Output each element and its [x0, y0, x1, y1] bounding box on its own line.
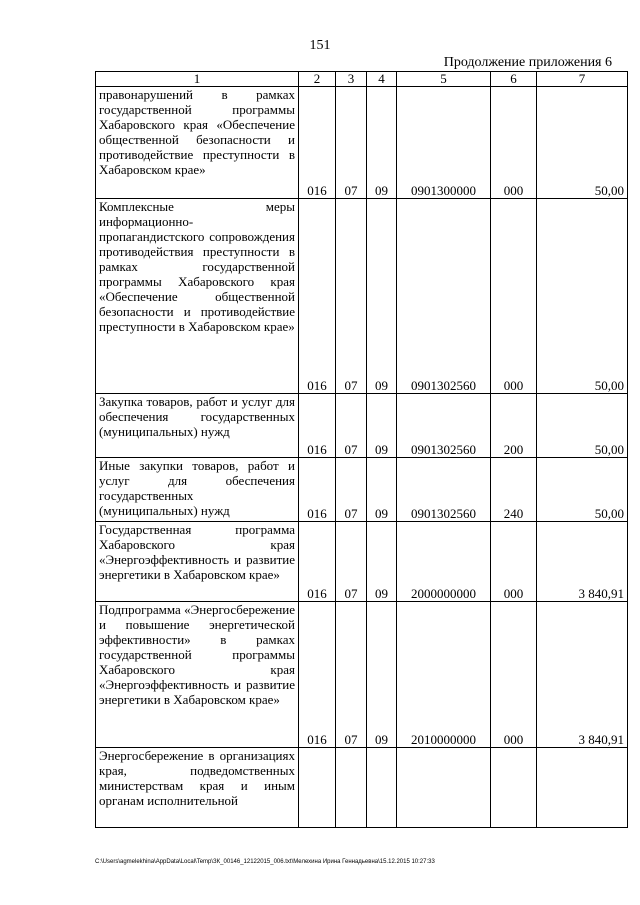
column-header: 4 — [367, 72, 397, 87]
row-code-ministry: 016 — [299, 394, 336, 458]
row-subsection: 09 — [367, 199, 397, 394]
row-name: Иные закупки товаров, работ и услуг для обеспечения государственных (муниципальных) нужд — [96, 458, 299, 522]
row-expense-type: 000 — [491, 522, 537, 602]
row-amount: 3 840,91 — [537, 522, 628, 602]
column-header: 1 — [96, 72, 299, 87]
row-amount — [537, 748, 628, 828]
row-expense-type — [491, 748, 537, 828]
row-name: Закупка товаров, работ и услуг для обеспечения государственных (муниципальных) нужд — [96, 394, 299, 458]
row-expense-type: 240 — [491, 458, 537, 522]
row-code-ministry: 016 — [299, 87, 336, 199]
file-path-footer: C:\Users\agmelekhina\AppData\Local\Temp\ЗК_00146_12122015_006.txt\Мелехина Ирина Геннадьевна\15.12.2015 10:27:33 — [95, 859, 435, 865]
table-row — [96, 394, 628, 458]
table-row — [96, 522, 628, 602]
budget-table — [95, 71, 628, 828]
row-subsection: 09 — [367, 394, 397, 458]
row-code-ministry: 016 — [299, 199, 336, 394]
row-amount: 50,00 — [537, 87, 628, 199]
column-header: 3 — [336, 72, 367, 87]
row-target-article: 0901302560 — [397, 199, 491, 394]
table-row — [96, 87, 628, 199]
row-expense-type: 200 — [491, 394, 537, 458]
row-amount: 50,00 — [537, 199, 628, 394]
row-name: правонарушений в рамках государственной программы Хабаровского края «Обеспечение общественной безопасности и противодействие преступности в Хабаровском крае» — [96, 87, 299, 199]
row-target-article: 2010000000 — [397, 602, 491, 748]
row-target-article — [397, 748, 491, 828]
row-section: 07 — [336, 87, 367, 199]
row-section: 07 — [336, 458, 367, 522]
row-code-ministry — [299, 748, 336, 828]
column-header: 5 — [397, 72, 491, 87]
row-name: Подпрограмма «Энергосбережение и повышение энергетической эффективности» в рамках государственной программы Хабаровского края «Энергоэффективность и развитие энергетики в Хабаровском крае» — [96, 602, 299, 748]
row-section: 07 — [336, 522, 367, 602]
row-expense-type: 000 — [491, 87, 537, 199]
row-target-article: 0901300000 — [397, 87, 491, 199]
column-header: 2 — [299, 72, 336, 87]
row-name: Комплексные меры информационно-пропагандистского сопровождения противодействия преступности в рамках государственной программы Хабаровского края «Обеспечение общественной безопасности и противодействие преступности в Хабаровском крае» — [96, 199, 299, 394]
table-row — [96, 748, 628, 828]
row-expense-type: 000 — [491, 602, 537, 748]
row-name: Государственная программа Хабаровского края «Энергоэффективность и развитие энергетики в Хабаровском крае» — [96, 522, 299, 602]
row-code-ministry: 016 — [299, 602, 336, 748]
row-section: 07 — [336, 199, 367, 394]
row-subsection: 09 — [367, 458, 397, 522]
table-header-row — [96, 72, 628, 87]
row-target-article: 0901302560 — [397, 394, 491, 458]
continuation-label: Продолжение приложения 6 — [443, 55, 612, 70]
row-amount: 50,00 — [537, 394, 628, 458]
row-target-article: 0901302560 — [397, 458, 491, 522]
row-subsection — [367, 748, 397, 828]
row-code-ministry: 016 — [299, 522, 336, 602]
row-amount: 3 840,91 — [537, 602, 628, 748]
table-row — [96, 602, 628, 748]
row-subsection: 09 — [367, 87, 397, 199]
row-subsection: 09 — [367, 522, 397, 602]
row-section: 07 — [336, 602, 367, 748]
row-name: Энергосбережение в организациях края, подведомственных министерствам края и иным органам исполнительной — [96, 748, 299, 828]
row-code-ministry: 016 — [299, 458, 336, 522]
table-row — [96, 458, 628, 522]
column-header: 6 — [491, 72, 537, 87]
row-expense-type: 000 — [491, 199, 537, 394]
row-subsection: 09 — [367, 602, 397, 748]
row-target-article: 2000000000 — [397, 522, 491, 602]
column-header: 7 — [537, 72, 628, 87]
row-section — [336, 748, 367, 828]
table-row — [96, 199, 628, 394]
row-amount: 50,00 — [537, 458, 628, 522]
page-number: 151 — [309, 38, 331, 53]
row-section: 07 — [336, 394, 367, 458]
